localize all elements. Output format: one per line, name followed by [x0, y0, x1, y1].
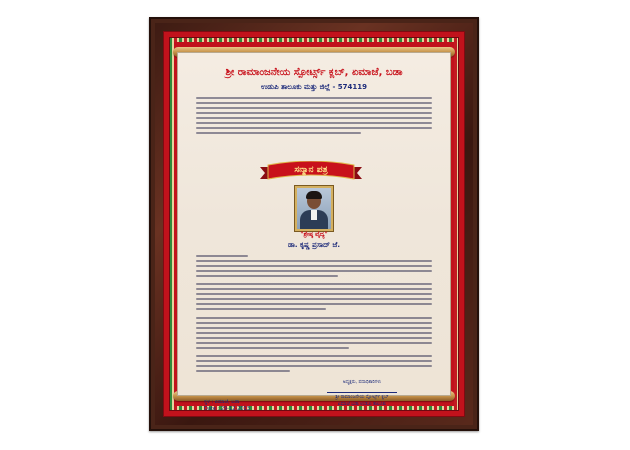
sign-place: ಏಮಾಜೆ ಬಡಾ ಉಡುಪಿ ತಾಲೂಕು: [337, 402, 387, 407]
certificate-subtitle: ಉಡುಪಿ ತಾಲೂಕು ಮತ್ತು ಜಿಲ್ಲೆ - 574119: [260, 83, 368, 91]
sign-org: ಶ್ರೀ ರಾಮಾಂಜನೇಯ ಸ್ಪೋರ್ಟ್ಸ್ ಕ್ಲಬ್: [335, 395, 389, 400]
award-title: "ಶ್ರೇಷ್ಠ ವೈದ್ಯ": [300, 231, 328, 238]
recipient-name: ಡಾ. ಕೃಷ್ಣ ಪ್ರಸಾದ್ ಜೆ.: [287, 241, 341, 249]
intro-paragraph: [196, 97, 432, 137]
place-date: [204, 399, 250, 413]
red-mat: [163, 31, 465, 417]
body-paragraph-2: [196, 283, 432, 313]
signature-line: [327, 386, 397, 393]
certificate-title: ಶ್ರೀ ರಾಮಾಂಜನೇಯ ಸ್ಪೋರ್ಟ್ಸ್ ಕ್ಲಬ್, ಏಮಾಜೆ, ಬಡಾ: [225, 67, 403, 78]
body-paragraph-3: [196, 317, 432, 352]
banner-text: ಸನ್ಮಾನ ಪತ್ರ: [294, 165, 328, 175]
place-label: ಸ್ಥಳ : ಏಮಾಜೆ, ಬಡಾ: [204, 399, 240, 405]
recipient-photo: [295, 186, 333, 231]
signature-block: [302, 379, 422, 408]
sign-title: ಅಧ್ಯಕ್ಷರು, ಪದಾಧಿಕಾರಿಗಳು: [342, 380, 382, 385]
picture-frame: [149, 17, 479, 431]
certificate-paper: [178, 53, 450, 412]
date-label: Date : 29-12-2013: [204, 406, 250, 412]
body-paragraph-4: [196, 355, 432, 375]
body-paragraph-1: [196, 255, 432, 280]
